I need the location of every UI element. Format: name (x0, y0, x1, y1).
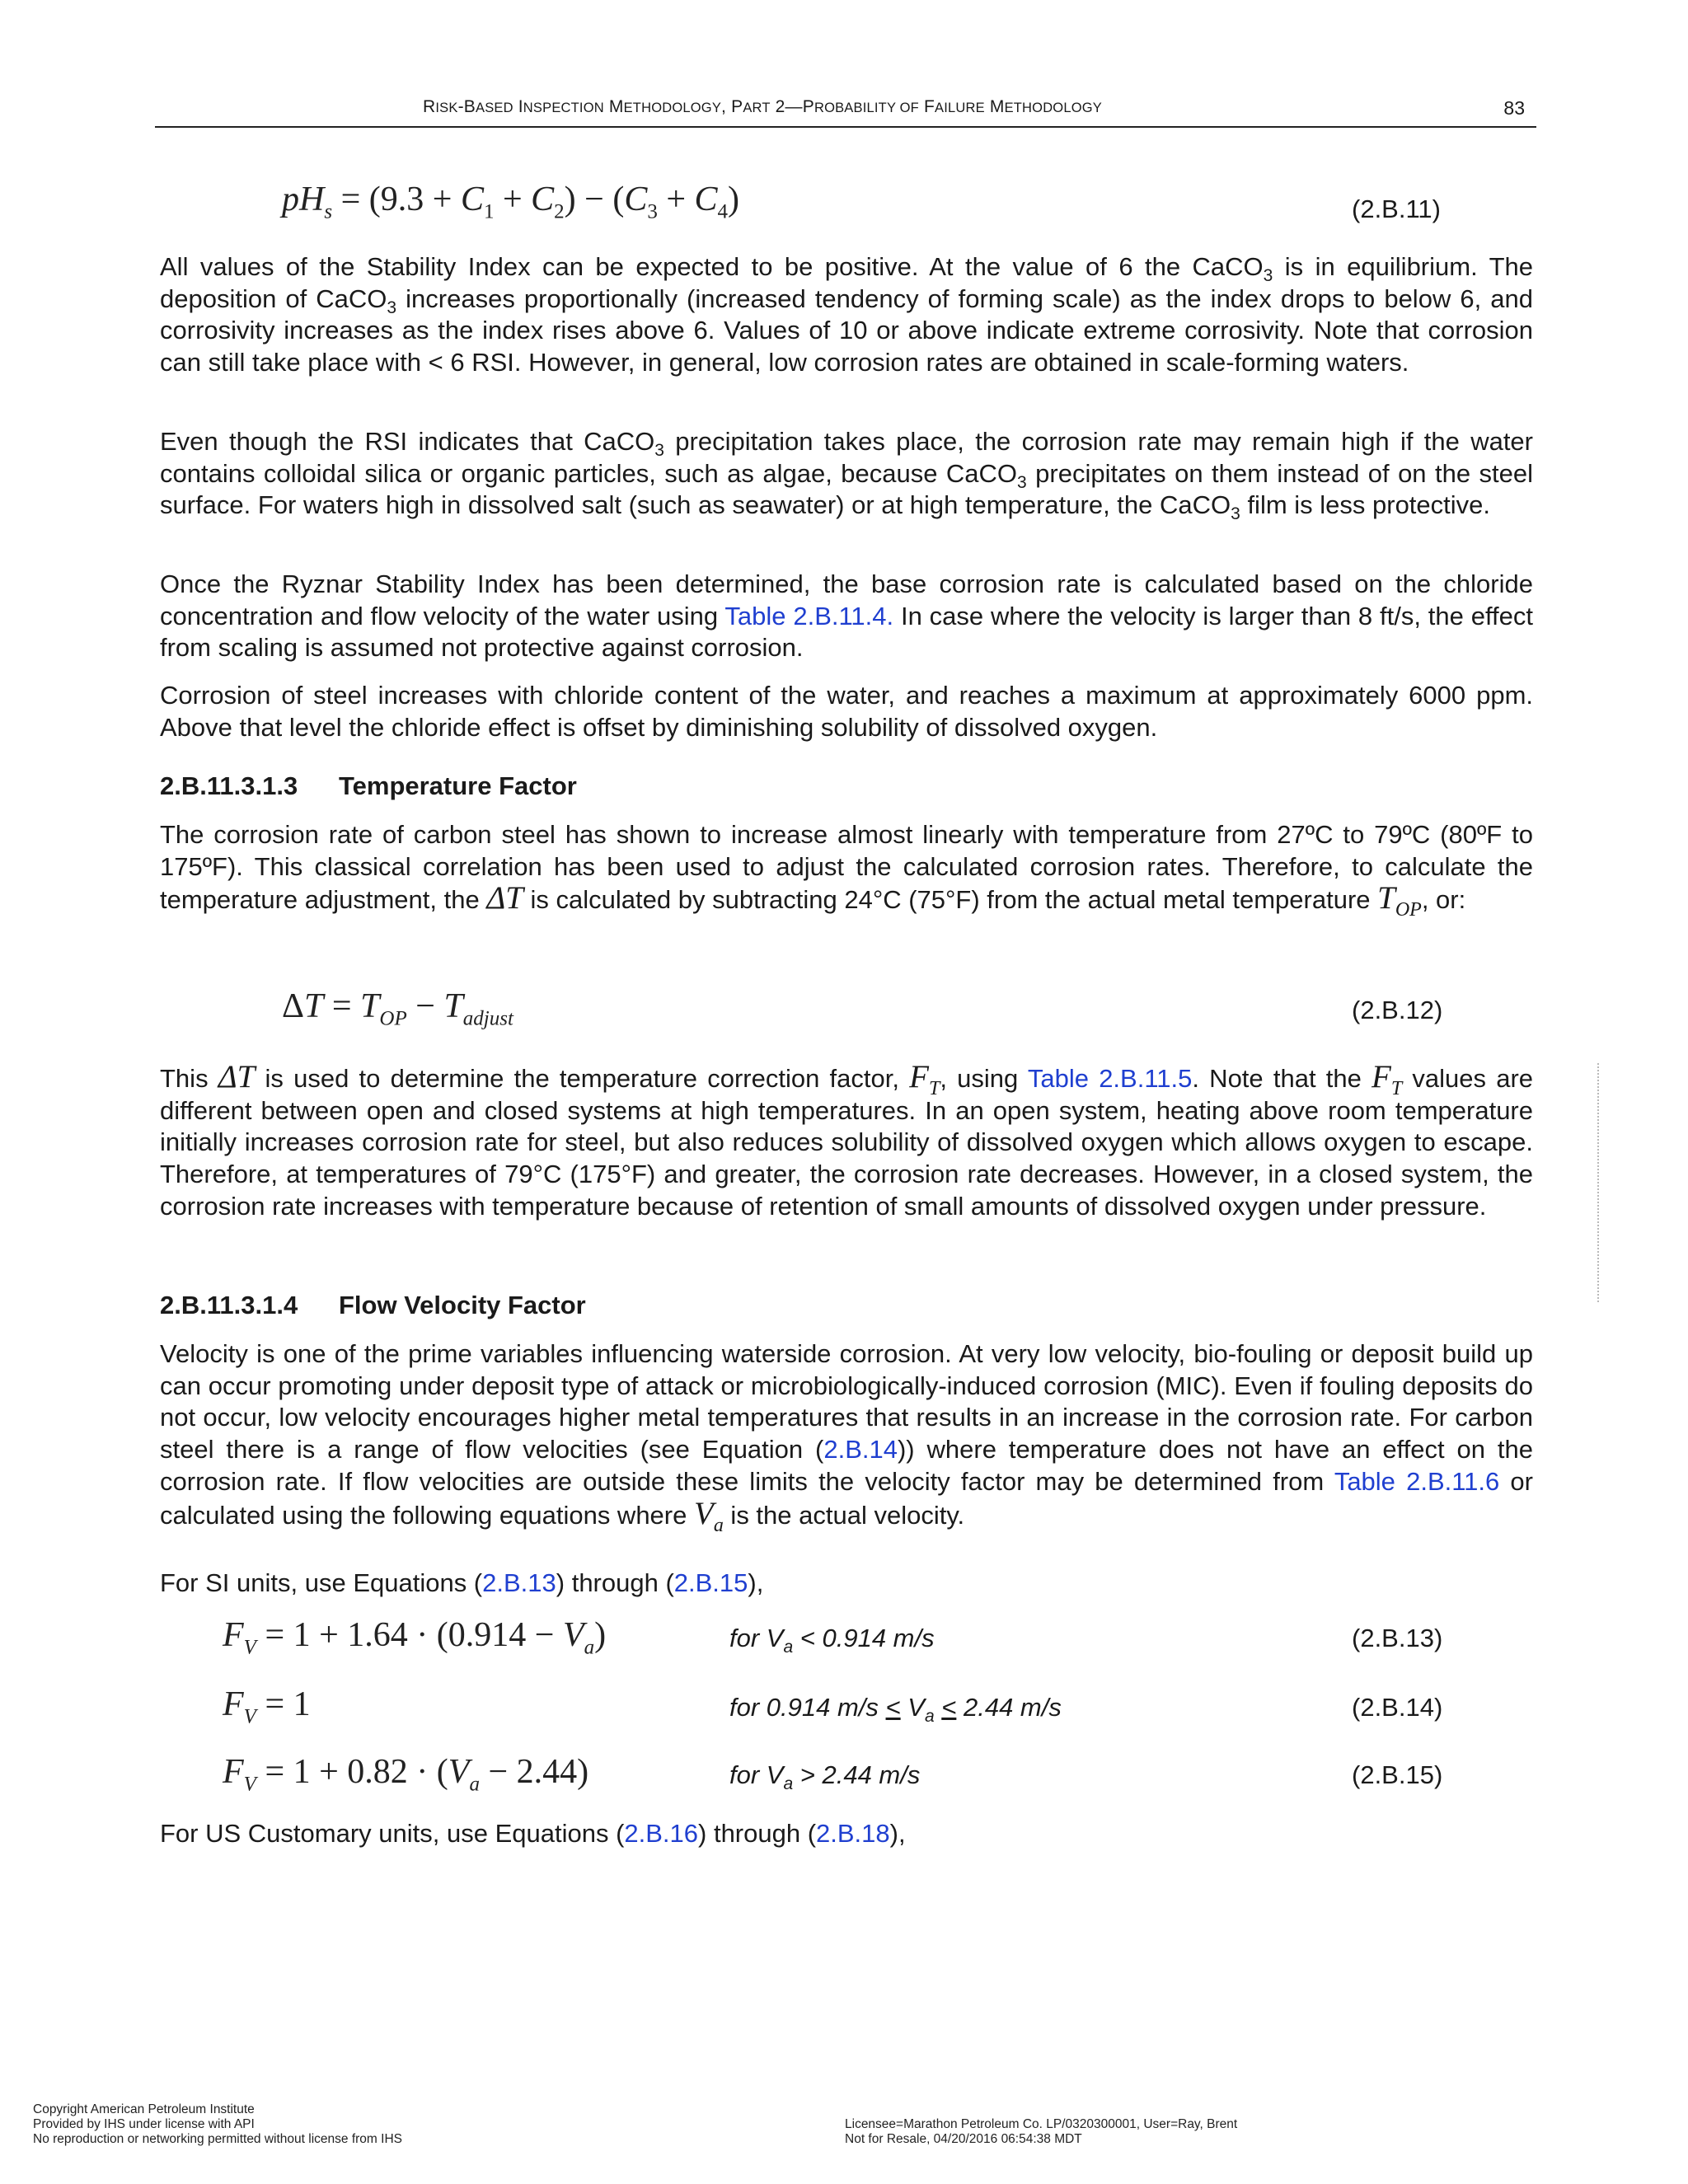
text: is calculated by subtracting 24°C (75°F) from the actual metal temperature (523, 885, 1378, 915)
header-part: 2—P (770, 97, 814, 116)
text: )) where temperature does not have an effect on the corrosion rate. If flow velocities are outside these limits the velocity factor may be determined from (160, 1435, 1533, 1496)
text: or calculated using the following equations where (160, 1466, 1533, 1530)
page-number: 83 (1503, 97, 1525, 119)
text: , using (940, 1064, 1028, 1093)
table-link[interactable]: Table 2.B.11.4. (724, 601, 894, 630)
text: film is less protective. (1240, 490, 1491, 520)
equation-2-b-12: $\Delta T = T_{OP} - T_{adjust}$ (282, 987, 513, 1030)
header-part: M (984, 97, 1005, 116)
footer-copyright (33, 2102, 402, 2147)
equation-link[interactable]: 2.B.13 (482, 1568, 556, 1597)
text: All values of the Stability Index can be expected to be positive. At the value of 6 the CaCO (160, 252, 1264, 281)
text: a (783, 1638, 794, 1657)
text: ), (748, 1568, 764, 1597)
text: This (160, 1064, 218, 1093)
equation-link[interactable]: 2.B.16 (624, 1819, 699, 1848)
text: precipitation takes place, the corrosion rate may remain high if the water contains colloidal silica or organic particles, such as algae, because CaCO (160, 427, 1533, 488)
footer-license (845, 2117, 1237, 2147)
header-part: -B (457, 97, 476, 116)
text: is used to determine the temperature correction factor, (255, 1064, 910, 1093)
equation-number: (2.B.12) (1352, 996, 1443, 1024)
header-part: ART (743, 101, 771, 115)
text: for 0.914 m/s (729, 1693, 886, 1722)
v-a-symbol: $V_a$ (693, 1495, 724, 1536)
equation-2-b-13: $F_V = 1 + 1.64 \cdot (0.914 - V_a)$ (223, 1616, 607, 1659)
running-header (161, 97, 1364, 117)
text: values are different between open and closed systems at high temperatures. In an open system, heating above room temperature initially increases corrosion rate for steel, but also reduces solubility of dissolved oxygen which allows oxygen to escape. Therefore, at temperatures of 79°C (175°F) and greater, the corrosion rate decreases. However, in a closed system, the corrosion rate increases with temperature because of retention of small amounts of dissolved oxygen under pressure. (160, 1064, 1534, 1221)
text: for V (729, 1760, 784, 1789)
header-part: ROBABILITY OF (814, 101, 919, 115)
equation-2-b-11: $pH_s = (9.3 + C_1 + C_2) - (C_3 + C_4)$ (282, 180, 740, 223)
footer-line: Licensee=Marathon Petroleum Co. LP/0320300001, User=Ray, Brent (845, 2117, 1238, 2131)
text: is in equilibrium. The deposition of CaCO (160, 252, 1533, 313)
header-part: , P (721, 97, 743, 116)
equation-link[interactable]: 2.B.18 (816, 1819, 890, 1848)
section-number: 2.B.11.3.1.4 (160, 1291, 298, 1319)
header-rule (155, 126, 1536, 128)
margin-mark (1597, 1063, 1599, 1302)
text: ) through ( (556, 1568, 674, 1597)
equation-condition (729, 1760, 920, 1794)
text: Even though the RSI indicates that CaCO (160, 427, 655, 456)
section-heading-flow-velocity-factor (160, 1291, 586, 1320)
text: In case where the velocity is larger than 8 ft/s, the effect from scaling is assumed not protective against corrosion. (160, 601, 1534, 663)
f-t-symbol: $F_T$ (909, 1059, 940, 1099)
header-part: AILURE (935, 101, 985, 115)
text: Once the Ryznar Stability Index has been determined, the base corrosion rate is calculated based on the chloride concentration and flow velocity of the water using (160, 569, 1533, 630)
table-link[interactable]: Table 2.B.11.5 (1027, 1064, 1193, 1093)
text: increases proportionally (increased tendency of forming scale) as the index drops to below 6, and corrosivity increases as the index rises above 6. Values of 10 or above indicate extreme corrosivity. Note that corrosion can still take place with < 6 RSI. However, in general, low corrosion rates are obtained in scale-forming waters. (160, 284, 1533, 377)
equation-link[interactable]: 2.B.14 (823, 1435, 898, 1465)
text: Velocity is one of the prime variables influencing waterside corrosion. At very low velocity, bio-fouling or deposit build up can occur promoting under deposit type of attack or microbiologically-induced corrosion (MIC). Even if fouling deposits do not occur, low velocity encourages higher metal temperatures that results in an increase in the corrosion rate. For carbon steel there is a range of flow velocities (see Equation ( (160, 1339, 1533, 1465)
equation-number: (2.B.13) (1352, 1624, 1443, 1652)
header-part: ETHODOLOGY (1004, 101, 1102, 115)
equation-condition (729, 1624, 935, 1657)
paragraph-temperature-adjustment (160, 819, 1533, 921)
text: a (924, 1707, 935, 1727)
table-link[interactable]: Table 2.B.11.6 (1334, 1466, 1500, 1496)
footer-line: Not for Resale, 04/20/2016 06:54:38 MDT (845, 2132, 1082, 2146)
text: V (900, 1693, 925, 1722)
text: The corrosion rate of carbon steel has shown to increase almost linearly with temperature from 27ºC to 79ºC (80ºF to 175ºF). This classical correlation has been used to adjust the calculated corrosion rates. Therefore, to calculate the temperature adjustment, the (160, 820, 1533, 915)
text: is the actual velocity. (723, 1500, 965, 1530)
footer-line: Provided by IHS under license with API (33, 2117, 255, 2131)
equation-link[interactable]: 2.B.15 (673, 1568, 748, 1597)
text: , or: (1421, 885, 1466, 915)
header-part: ISK (435, 101, 458, 115)
delta-t-symbol: ΔT (218, 1059, 256, 1094)
text: a (783, 1774, 794, 1794)
f-t-symbol: $F_T$ (1372, 1059, 1403, 1099)
text: precipitates on them instead of on the steel surface. For waters high in dissolved salt (such as seawater) or at high temperature, the CaCO (160, 458, 1533, 520)
text: < 0.914 m/s (793, 1624, 935, 1652)
paragraph-chloride-content: Corrosion of steel increases with chloride content of the water, and reaches a maximum at approximately 6000 ppm. Above that level the chloride effect is offset by diminishing solubility of dissolved oxygen. (160, 681, 1533, 742)
equation-2-b-14: $F_V = 1$ (223, 1685, 311, 1728)
paragraph-stability-index: All values of the Stability Index can be expected to be positive. At the value of 6 the CaCO$_3$ is in equilibrium. The deposition of CaCO$_3$ increases proportionally (increased tendency of forming scale) as the index drops to below 6, and corrosivity increases as the index rises above 6. Values of 10 or above indicate extreme corrosivity. Note that corrosion can still take place with < 6 RSI. However, in general, low corrosion rates are obtained in scale-forming waters. (160, 252, 1533, 377)
header-part: ETHODOLOGY (623, 101, 722, 115)
paragraph-rsi-precipitation: Even though the RSI indicates that CaCO$_3$ precipitation takes place, the corrosion rate may remain high if the water contains colloidal silica or organic particles, such as algae, because CaCO$_3$ precipitates on them instead of on the steel surface. For waters high in dissolved salt (such as seawater) or at high temperature, the CaCO$_3$ film is less protective. (160, 427, 1533, 524)
header-part: M (603, 97, 624, 116)
paragraph-velocity (160, 1338, 1533, 1536)
equation-number: (2.B.15) (1352, 1760, 1443, 1789)
text: ) through ( (698, 1819, 817, 1848)
text: for V (729, 1624, 784, 1652)
header-part: I (513, 97, 523, 116)
header-part: NSPECTION (523, 101, 604, 115)
text: For SI units, use Equations ( (160, 1568, 483, 1597)
paragraph-si-units (160, 1568, 1533, 1600)
text: < (885, 1693, 901, 1722)
text: For US Customary units, use Equations ( (160, 1819, 625, 1848)
t-op-symbol: $T_{OP}$ (1377, 880, 1422, 921)
section-title: Temperature Factor (339, 771, 577, 800)
paragraph-base-corrosion-rate (160, 569, 1533, 664)
section-title: Flow Velocity Factor (339, 1291, 586, 1319)
footer-line: No reproduction or networking permitted without license from IHS (33, 2132, 402, 2146)
text: < (941, 1693, 957, 1722)
equation-number: (2.B.11) (1352, 194, 1441, 223)
header-part: F (918, 97, 935, 116)
footer-line: Copyright American Petroleum Institute (33, 2102, 255, 2116)
equation-number: (2.B.14) (1352, 1693, 1443, 1722)
paragraph-temperature-correction (160, 1059, 1534, 1223)
header-part: R (423, 97, 436, 116)
header-part: ASED (475, 101, 513, 115)
delta-t-symbol: ΔT (486, 880, 523, 916)
text: . Note that the (1192, 1064, 1372, 1093)
paragraph-us-units (160, 1818, 1533, 1850)
equation-condition (729, 1693, 1062, 1727)
equation-2-b-15: $F_V = 1 + 0.82 \cdot (V_a - 2.44)$ (223, 1753, 589, 1796)
section-number: 2.B.11.3.1.3 (160, 771, 298, 800)
text: 2.44 m/s (956, 1693, 1062, 1722)
text: ), (889, 1819, 906, 1848)
text: > 2.44 m/s (793, 1760, 921, 1789)
section-heading-temperature-factor (160, 771, 577, 801)
